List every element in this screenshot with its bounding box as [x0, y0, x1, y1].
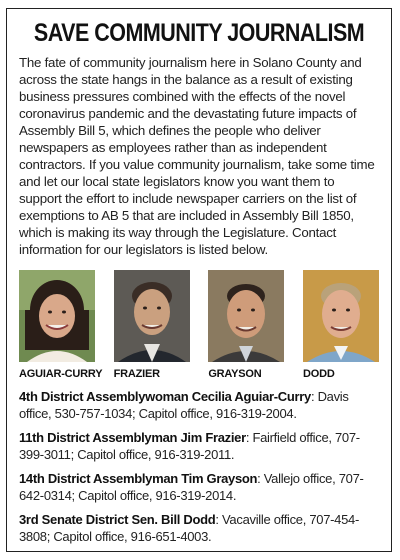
- photo-label: FRAZIER: [113, 368, 160, 380]
- contact-details: : Davis office, 530-757-1034; Capitol office, 916-319-2004.: [19, 389, 349, 421]
- contact-item: [19, 429, 379, 463]
- contact-name: 11th District Assemblyman Jim Frazier: [19, 430, 246, 445]
- notice-box: [6, 8, 392, 552]
- photo-grayson: [208, 270, 284, 362]
- headline: SAVE COMMUNITY JOURNALISM: [33, 19, 365, 47]
- contact-item: [19, 470, 379, 504]
- contact-details: : Fairfield office, 707-399-3011; Capitol office, 916-319-2011.: [19, 430, 360, 462]
- photo-frazier: [114, 270, 190, 362]
- photo-dodd: [303, 270, 379, 362]
- contact-details: : Vallejo office, 707-642-0314; Capitol office, 916-319-2014.: [19, 471, 364, 503]
- photo-label: AGUIAR-CURRY: [19, 368, 103, 380]
- contact-item: [19, 511, 379, 545]
- photo-aguiar-curry: [19, 270, 95, 362]
- contact-name: 3rd Senate District Sen. Bill Dodd: [19, 512, 216, 527]
- intro-paragraph: The fate of community journalism here in Solano County and across the state hangs in the balance as a result of existing business pressures combined with the effects of the novel coronavirus pandemic and the devastating future impacts of Assembly Bill 5, which defines the people who deliver newspapers as employees rather than as independent contractors. If you value community journalism, take some time and let our local state legislators know you want them to support the effort to include newspaper carriers on the list of exemptions to AB 5 that are included in Assembly Bill 1850, which is making its way through the Legislature. Contact information for our legislators is listed below.: [19, 55, 375, 257]
- photo-label: DODD: [302, 368, 335, 380]
- photo-labels: [19, 368, 379, 380]
- contact-list: [19, 388, 379, 545]
- photo-label: GRAYSON: [208, 368, 262, 380]
- legislator-photos: [19, 270, 379, 362]
- contact-name: 4th District Assemblywoman Cecilia Aguiar-Curry: [19, 389, 311, 404]
- contact-name: 14th District Assemblyman Tim Grayson: [19, 471, 258, 486]
- contact-item: [19, 388, 379, 422]
- contact-details: : Vacaville office, 707-454-3808; Capitol office, 916-651-4003.: [19, 512, 360, 544]
